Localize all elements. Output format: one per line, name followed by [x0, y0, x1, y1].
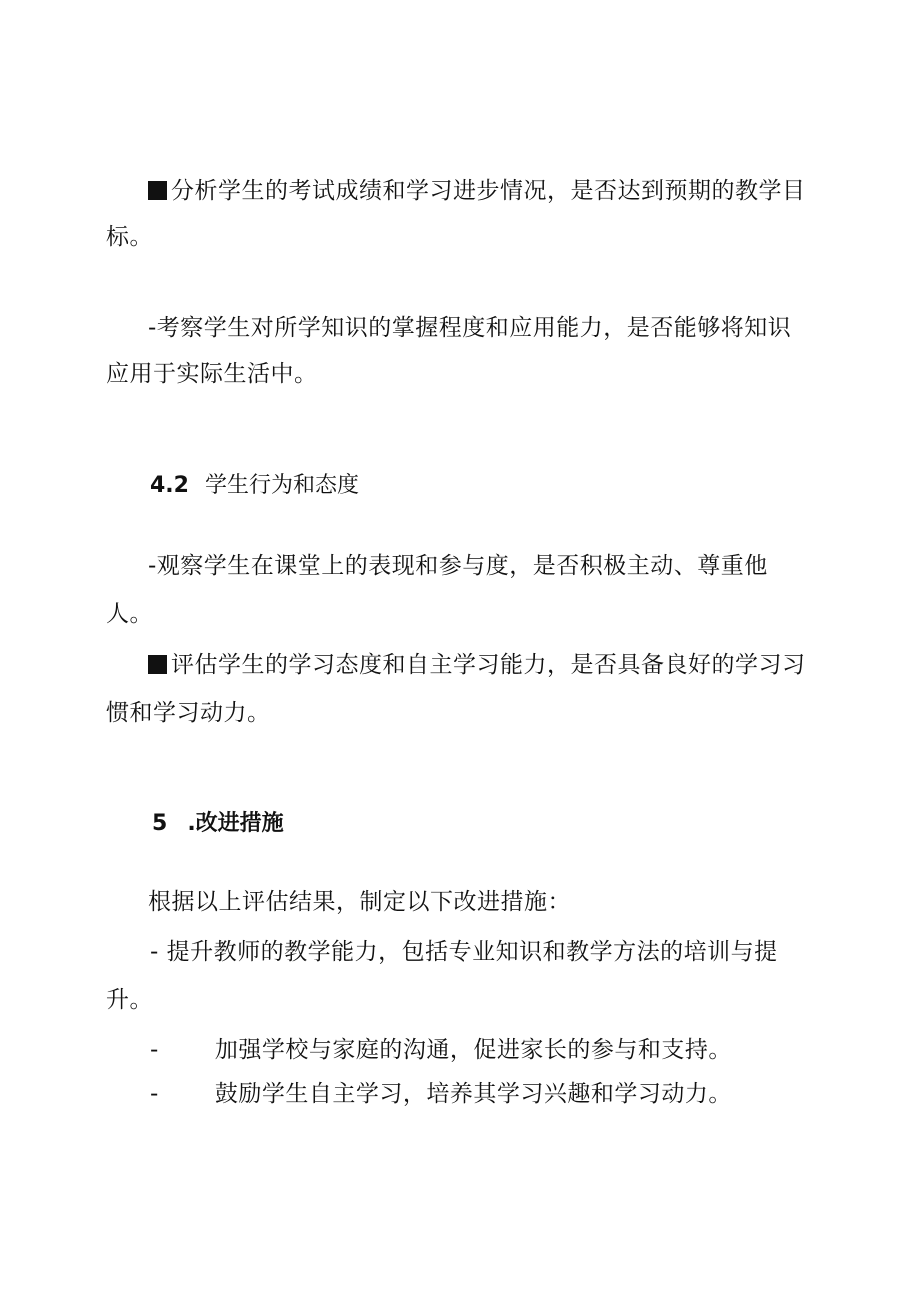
list-item-text: 升。: [106, 987, 153, 1013]
paragraph-line: [150, 937, 778, 967]
intro-text: 根据以上评估结果，制定以下改进措施：: [148, 889, 571, 915]
list-item-text: -考察学生对所学知识的掌握程度和应用能力，是否能够将知识: [148, 315, 792, 341]
list-item-text: - 提升教师的教学能力，包括专业知识和教学方法的培训与提: [150, 939, 778, 965]
list-item-text: 应用于实际生活中。: [106, 361, 318, 387]
section-number: 5: [152, 811, 168, 836]
paragraph-line: [106, 985, 153, 1015]
paragraph-line: [148, 887, 571, 917]
section-title: .改进措施: [187, 811, 284, 836]
paragraph-line: [148, 551, 768, 581]
list-item-text: 鼓励学生自主学习，培养其学习兴趣和学习动力。: [214, 1081, 732, 1107]
list-item-text: 分析学生的考试成绩和学习进步情况，是否达到预期的教学目: [171, 178, 806, 204]
square-bullet-icon: [148, 655, 167, 674]
list-item-text: 惯和学习动力。: [106, 700, 271, 726]
paragraph-line: [106, 222, 153, 252]
list-dash: -: [150, 1037, 159, 1063]
paragraph-line: [106, 698, 271, 728]
paragraph-line: [106, 359, 318, 389]
section-number: 4.2: [150, 473, 189, 498]
paragraph-line: [150, 1079, 732, 1109]
paragraph-line: [148, 176, 806, 206]
section-heading: [150, 471, 359, 501]
section-title: 学生行为和态度: [204, 473, 359, 498]
square-bullet-icon: [148, 181, 167, 200]
paragraph-line: [148, 650, 806, 680]
list-item-text: -观察学生在课堂上的表现和参与度，是否积极主动、尊重他: [148, 553, 768, 579]
list-dash: -: [150, 1081, 159, 1107]
list-item-text: 加强学校与家庭的沟通，促进家长的参与和支持。: [214, 1037, 732, 1063]
section-heading: [152, 809, 284, 839]
list-item-text: 人。: [106, 601, 153, 627]
paragraph-line: [148, 313, 791, 343]
paragraph-line: [106, 599, 153, 629]
list-item-text: 标。: [106, 224, 153, 250]
list-item-text: 评估学生的学习态度和自主学习能力，是否具备良好的学习习: [171, 652, 806, 678]
paragraph-line: [150, 1035, 732, 1065]
